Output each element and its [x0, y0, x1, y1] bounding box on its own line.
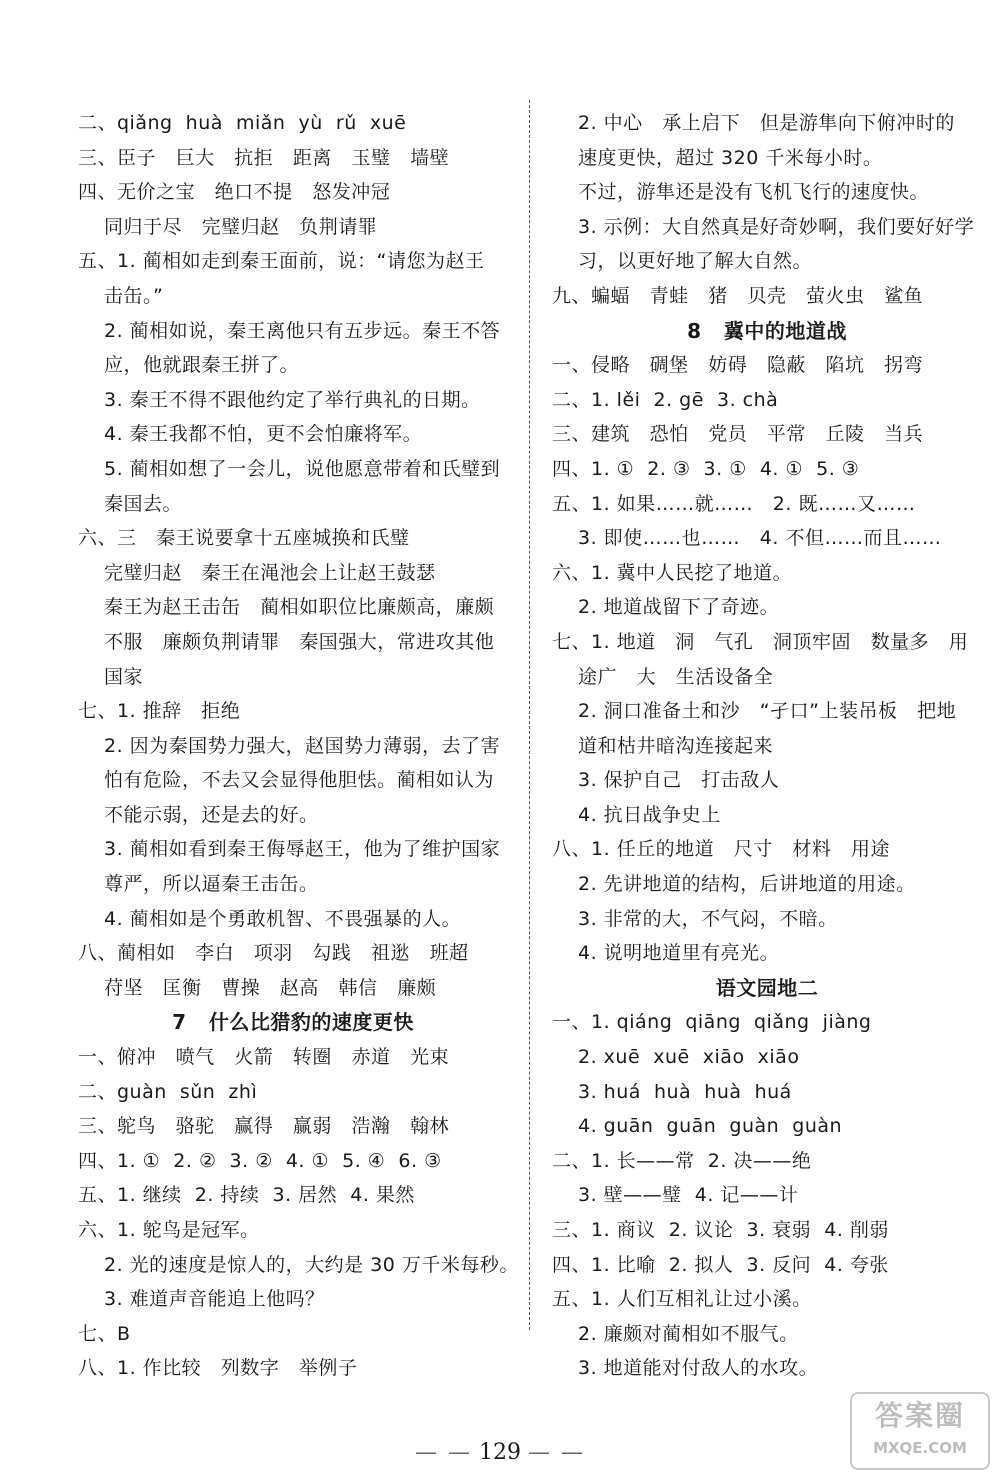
answer-line: 3. 壁——璧 4. 记——计: [578, 1184, 799, 1207]
right-column: [552, 106, 982, 1386]
left-column: [78, 106, 519, 1386]
answer-line: 2. 因为秦国势力强大，赵国势力薄弱，去了害: [104, 734, 501, 757]
answer-line: 击缶。”: [104, 284, 164, 307]
answer-line: 不过，游隼还是没有飞机飞行的速度快。: [578, 181, 930, 204]
answer-line: 五、1. 继续 2. 持续 3. 居然 4. 果然: [78, 1184, 415, 1207]
answer-line: 三、臣子 巨大 抗拒 距离 玉璧 墙壁: [78, 146, 450, 169]
answer-line: 速度更快，超过 320 千米每小时。: [578, 146, 883, 169]
answer-line: 一、俯冲 喷气 火箭 转圈 赤道 光束: [78, 1046, 450, 1069]
answer-line: 七、B: [78, 1322, 131, 1345]
answer-line: 2. 洞口准备土和沙 “孑口”上装吊板 把地: [578, 700, 957, 723]
column-divider: [529, 100, 530, 1330]
answer-line: 2. 廉颇对蔺相如不服气。: [578, 1322, 799, 1345]
watermark-main-text: 答案圈: [874, 1399, 965, 1432]
answer-line: 八、蔺相如 李白 项羽 勾践 祖逖 班超: [78, 942, 469, 965]
answer-line: 四、1. ① 2. ③ 3. ① 4. ① 5. ③: [552, 457, 860, 480]
answer-line: 怕有危险，不去又会显得他胆怯。蔺相如认为: [104, 769, 495, 792]
answer-line: 3. 蔺相如看到秦王侮辱赵王，他为了维护国家: [104, 838, 501, 861]
answer-line: 四、无价之宝 绝口不提 怒发冲冠: [78, 181, 391, 204]
answer-line: 五、1. 人们互相礼让过小溪。: [552, 1288, 812, 1311]
answer-line: 五、1. 如果……就…… 2. 既……又……: [552, 492, 916, 515]
watermark-sub-text: MXQE.COM: [873, 1439, 967, 1457]
answer-line: 3. 保护自己 打击敌人: [578, 769, 780, 792]
section-title: 8 冀中的地道战: [687, 318, 847, 343]
answer-line: 二、1. lěi 2. gē 3. chà: [552, 388, 779, 411]
answer-line: 途广 大 生活设备全: [578, 665, 774, 688]
answer-line: 2. 蔺相如说，秦王离他只有五步远。秦王不答: [104, 319, 501, 342]
answer-line: 4. guān guān guàn guàn: [578, 1115, 843, 1138]
answer-line: 二、qiǎng huà miǎn yù rǔ xuē: [78, 112, 407, 134]
watermark-logo: [850, 1392, 990, 1470]
answer-line: 八、1. 任丘的地道 尺寸 材料 用途: [552, 838, 891, 861]
answer-line: 3. huá huà huà huá: [578, 1080, 792, 1103]
page-number: — — 129 — —: [415, 1440, 585, 1465]
answer-line: 应，他就跟秦王拼了。: [104, 354, 300, 377]
answer-line: 不能示弱，还是去的好。: [104, 803, 319, 826]
answer-line: 4. 抗日战争史上: [578, 803, 721, 826]
answer-line: 道和枯井暗沟连接起来: [578, 734, 774, 757]
answer-line: 五、1. 蔺相如走到秦王面前，说：“请您为赵王: [78, 250, 485, 273]
answer-line: 习，以更好地了解大自然。: [578, 250, 813, 273]
answer-line: 秦国去。: [104, 492, 183, 515]
answer-line: 秦王为赵王击缶 蔺相如职位比廉颇高，廉颇: [104, 596, 495, 619]
section-title: 7 什么比猎豹的速度更快: [172, 1010, 414, 1035]
answer-line: 九、蝙蝠 青蛙 猪 贝壳 萤火虫 鲨鱼: [552, 284, 924, 307]
answer-line: 四、1. 比喻 2. 拟人 3. 反问 4. 夸张: [552, 1253, 889, 1276]
answer-line: 完璧归赵 秦王在渑池会上让赵王鼓瑟: [104, 561, 436, 584]
answer-line: 二、guàn sǔn zhì: [78, 1080, 258, 1103]
answer-line: 三、鸵鸟 骆驼 赢得 赢弱 浩瀚 翰林: [78, 1115, 450, 1138]
answer-line: 4. 秦王我都不怕，更不会怕廉将军。: [104, 423, 423, 446]
answer-line: 3. 地道能对付敌人的水攻。: [578, 1357, 819, 1380]
answer-line: 不服 廉颇负荆请罪 秦国强大，常进攻其他: [104, 630, 495, 653]
answer-line: 2. 先讲地道的结构，后讲地道的用途。: [578, 873, 916, 896]
answer-line: 5. 蔺相如想了一会儿，说他愿意带着和氏璧到: [104, 457, 501, 480]
answer-line: 苻坚 匡衡 曹操 赵高 韩信 廉颇: [104, 976, 437, 999]
answer-line: 一、1. qiáng qiāng qiǎng jiàng: [552, 1011, 872, 1034]
answer-line: 八、1. 作比较 列数字 举例子: [78, 1357, 358, 1380]
answer-line: 3. 秦王不得不跟他约定了举行典礼的日期。: [104, 388, 481, 411]
answer-line: 2. 中心 承上启下 但是游隼向下俯冲时的: [578, 112, 955, 134]
answer-line: 2. 地道战留下了奇迹。: [578, 596, 780, 619]
answer-line: 六、1. 鸵鸟是冠军。: [78, 1219, 260, 1241]
answer-line: 一、侵略 碉堡 妨碍 隐蔽 陷坑 拐弯: [552, 354, 924, 377]
answer-line: 2. xuē xuē xiāo xiāo: [578, 1046, 800, 1069]
answer-line: 四、1. ① 2. ② 3. ② 4. ① 5. ④ 6. ③: [78, 1149, 442, 1172]
answer-line: 4. 说明地道里有亮光。: [578, 942, 780, 965]
answer-line: 尊严，所以逼秦王击缶。: [104, 873, 319, 896]
answer-line: 4. 蔺相如是个勇敢机智、不畏强暴的人。: [104, 907, 462, 930]
answer-line: 3. 难道声音能追上他吗？: [104, 1288, 325, 1311]
answer-line: 3. 即使……也…… 4. 不但……而且……: [578, 527, 942, 550]
answer-line: 2. 光的速度是惊人的，大约是 30 万千米每秒。: [104, 1253, 519, 1276]
page-number-value: 129: [479, 1440, 521, 1465]
answer-line: 3. 非常的大，不气闷，不暗。: [578, 907, 838, 930]
answer-line: 三、1. 商议 2. 议论 3. 衰弱 4. 削弱: [552, 1219, 889, 1241]
answer-line: 三、建筑 恐怕 党员 平常 丘陵 当兵: [552, 423, 924, 446]
answer-line: 二、1. 长——常 2. 决——绝: [552, 1149, 812, 1172]
answer-line: 六、1. 冀中人民挖了地道。: [552, 561, 793, 584]
answer-line: 国家: [104, 665, 144, 688]
section-title: 语文园地二: [715, 975, 819, 1000]
answer-line: 七、1. 推辞 拒绝: [78, 700, 241, 723]
answer-line: 六、三 秦王说要拿十五座城换和氏璧: [78, 527, 410, 550]
answer-line: 同归于尽 完璧归赵 负荆请罪: [104, 215, 378, 238]
answer-line: 3. 示例：大自然真是好奇妙啊，我们要好好学: [578, 215, 975, 238]
answer-line: 七、1. 地道 洞 气孔 洞顶牢固 数量多 用: [552, 630, 969, 653]
